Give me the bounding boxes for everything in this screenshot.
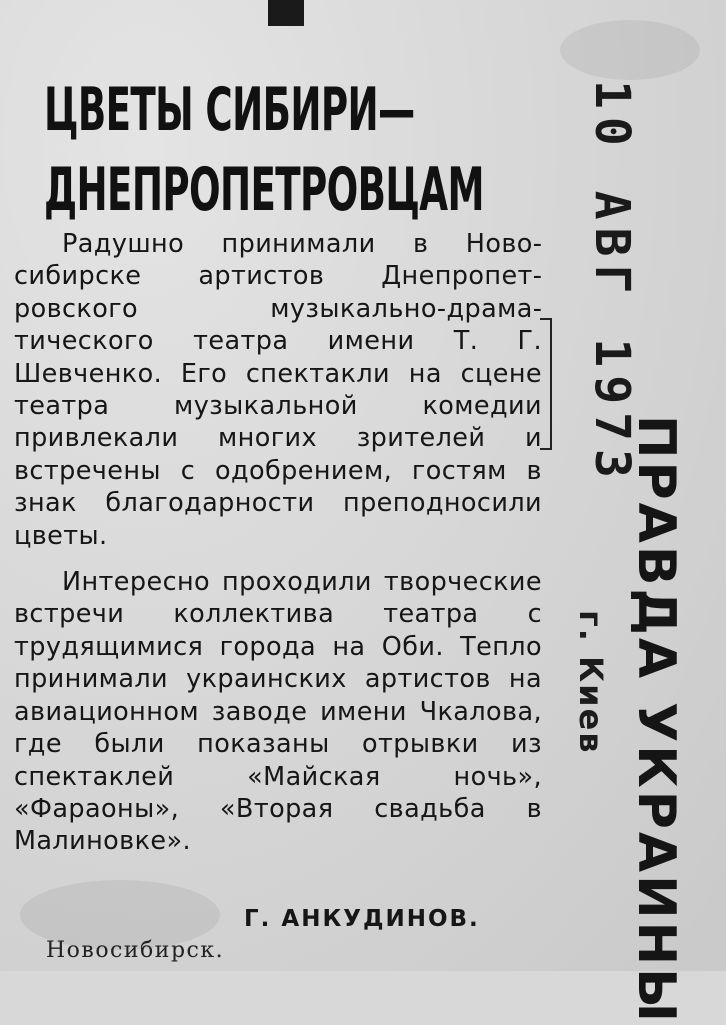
article-body: [14, 228, 542, 872]
article-paragraph-1: Радушно принимали в Новосибирске артистов Днепропетровского музыкально-драматического театра имени Т. Г. Шевченко. Его спектакли на сцене театра музыкальной комедии привлекали многих зрителей и встречены с одобрением, гостям в знак благодарности преподносили цветы.: [14, 229, 542, 551]
article-author: Г. АНКУДИНОВ.: [244, 906, 480, 932]
headline-line-1: ЦВЕТЫ СИБИРИ—: [44, 75, 415, 145]
print-mark: [268, 0, 304, 26]
stamp-city: г. Киев: [572, 610, 610, 755]
headline-line-2: ДНЕПРОПЕТРОВЦАМ: [44, 155, 484, 225]
archive-stamp: [566, 60, 686, 1025]
stamp-newspaper-name: ПРАВДА УКРАИНЫ: [626, 415, 686, 1025]
article-headline: [44, 70, 484, 230]
article-location: Новосибирск.: [46, 938, 225, 963]
margin-bracket-mark: [540, 318, 552, 450]
stamp-date: 10 АВГ 1973: [584, 80, 640, 486]
article-paragraph-2: Интересно проходили творческие встречи коллектива театра с трудящимися города на Оби. Тепло принимали украинских артистов на авиационном заводе имени Чкалова, где были показаны отрывки из спектаклей «Майская ночь», «Фараоны», «Вторая свадьба в Малиновке».: [14, 567, 542, 857]
